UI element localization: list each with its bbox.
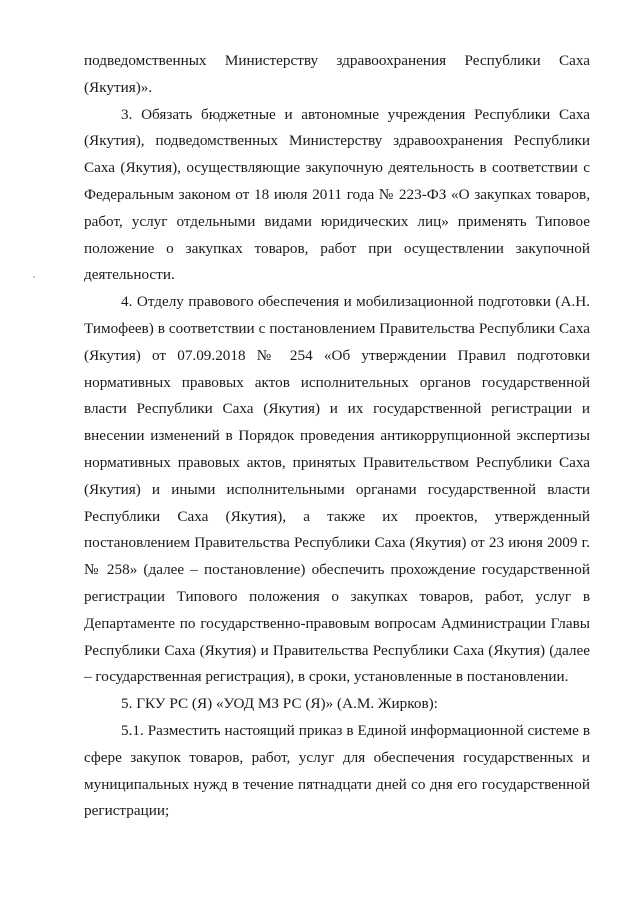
document-body bbox=[84, 48, 590, 825]
paragraph-item-5: 5. ГКУ РС (Я) «УОД МЗ РС (Я)» (А.М. Жирков): bbox=[121, 695, 438, 713]
scan-artifact bbox=[33, 276, 35, 278]
paragraph-continuation: подведомственных Министерству здравоохранения Республики Саха (Якутия)». bbox=[84, 52, 590, 96]
paragraph-item-4: 4. Отделу правового обеспечения и мобилизационной подготовки (А.Н. Тимофеев) в соответствии с постановлением Правительства Республики Саха (Якутия) от 07.09.2018 № 254 «Об утверждении Правил подготовки нормативных правовых актов исполнительных органов государственной власти Республики Саха (Якутия) и их государственной регистрации и внесении изменений в Порядок проведения антикоррупционной экспертизы нормативных правовых актов, принятых Правительством Республики Саха (Якутия) и иными исполнительными органами государственной власти Республики Саха (Якутия), а также их проектов, утвержденный постановлением Правительства Республики Саха (Якутия) от 23 июня 2009 г. № 258» (далее – постановление) обеспечить прохождение государственной регистрации Типового положения о закупках товаров, работ, услуг в Департаменте по государственно-правовым вопросам Администрации Главы Республики Саха (Якутия) и Правительства Республики Саха (Якутия) (далее – государственная регистрация), в сроки, установленные в постановлении. bbox=[84, 293, 590, 686]
paragraph-item-3: 3. Обязать бюджетные и автономные учреждения Республики Саха (Якутия), подведомственных Министерству здравоохранения Республики Саха (Якутия), осуществляющие закупочную деятельность в соответствии с Федеральным законом от 18 июля 2011 года № 223-ФЗ «О закупках товаров, работ, услуг отдельными видами юридических лиц» применять Типовое положение о закупках товаров, работ при осуществлении закупочной деятельности. bbox=[84, 105, 590, 284]
paragraph-item-5-1: 5.1. Разместить настоящий приказ в Единой информационной системе в сфере закупок товаров, работ, услуг для обеспечения государственных и муниципальных нужд в течение пятнадцати дней со дня его государственной регистрации; bbox=[84, 721, 590, 820]
